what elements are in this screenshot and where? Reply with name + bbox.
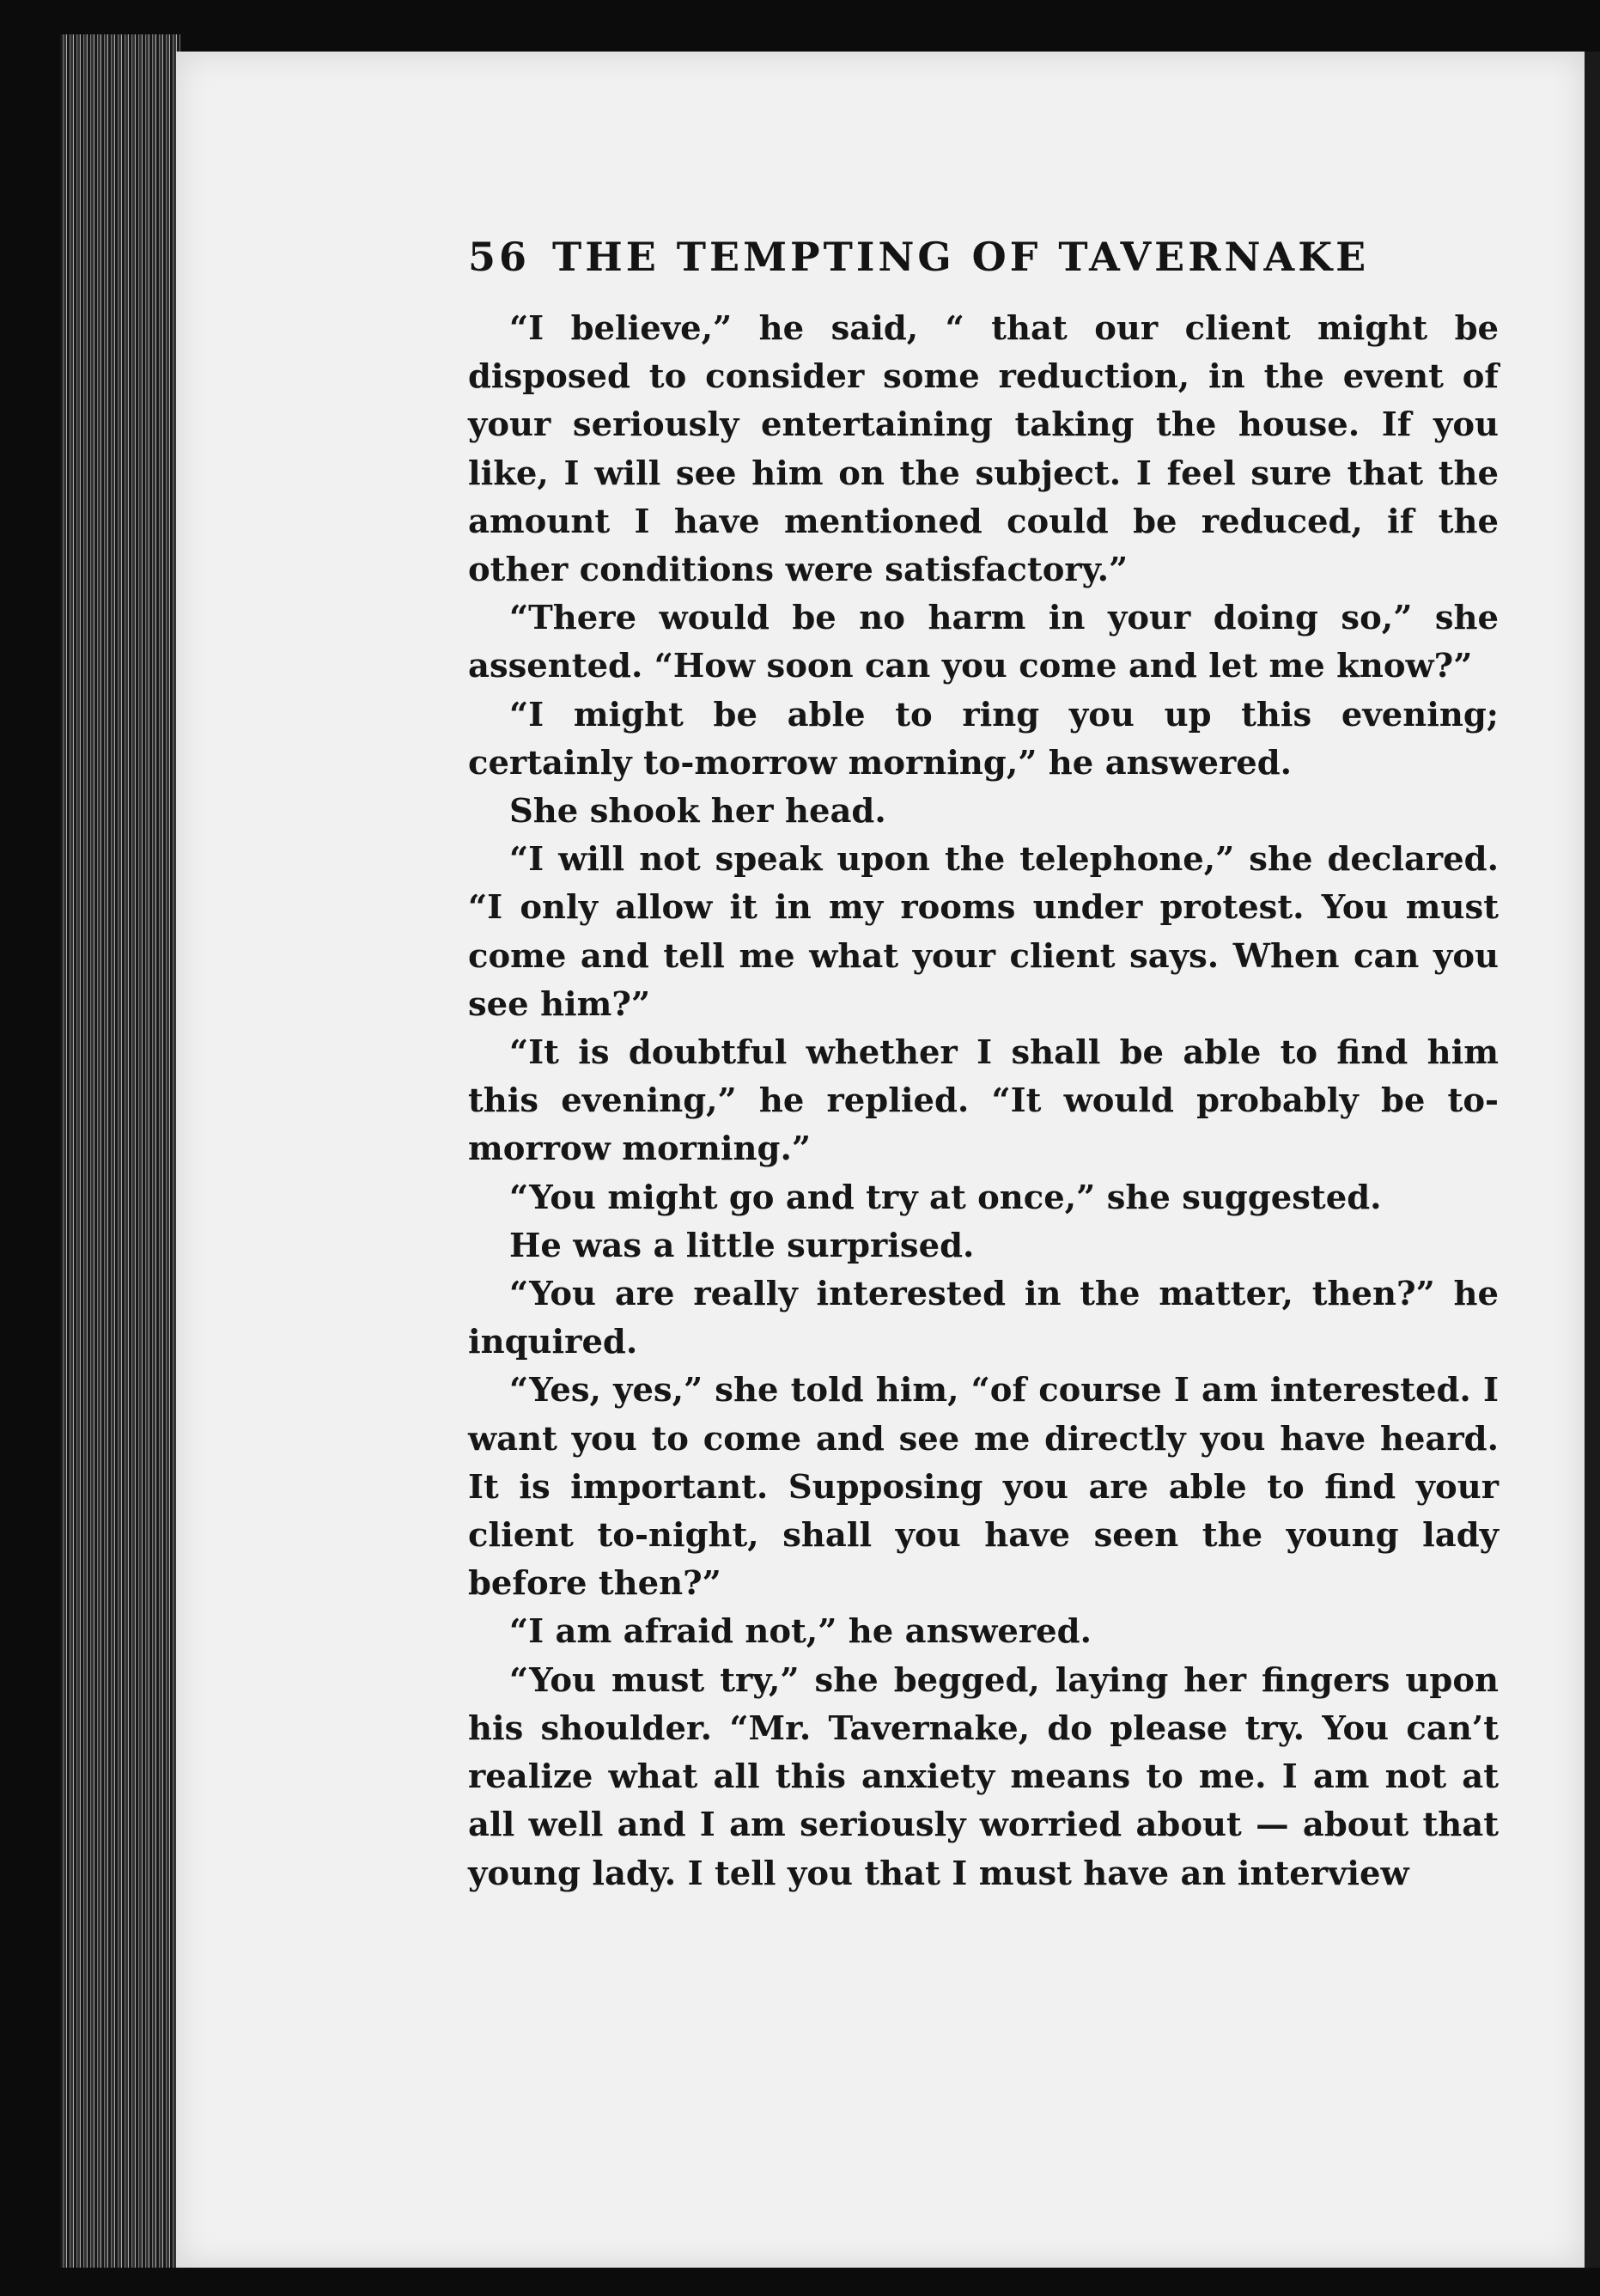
paragraph: She shook her head.: [509, 792, 886, 831]
paragraph: “You might go and try at once,” she suggested.: [509, 1178, 1382, 1217]
page-number: 56: [468, 234, 531, 280]
paragraph: “I might be able to ring you up this evening; certainly to-morrow morning,” he answered.: [468, 695, 1499, 783]
paragraph: “There would be no harm in your doing so,” she assented. “How soon can you come and let me know?”: [468, 599, 1499, 686]
body-text: [468, 305, 1499, 1898]
paragraph: He was a little surprised.: [509, 1226, 975, 1265]
paragraph: “I believe,” he said, “ that our client might be disposed to consider some reduction, in the event of your seriously entertaining taking the house. If you like, I will see him on the subject. I feel sure that the amount I have mentioned could be reduced, if the other conditions were satisfactory.”: [468, 309, 1499, 590]
paragraph: “Yes, yes,” she told him, “of course I am interested. I want you to come and see me directly you have heard. It is important. Supposing you are able to find your client to-night, shall you have seen the young lady before then?”: [468, 1371, 1499, 1604]
page-right-edge: [1585, 52, 1600, 2268]
book-title: THE TEMPTING OF TAVERNAKE: [552, 234, 1370, 280]
running-head: [468, 234, 1421, 294]
page-edges: [60, 34, 180, 2268]
paragraph: “I am afraid not,” he answered.: [509, 1612, 1092, 1652]
paragraph: “You are really interested in the matter, then?” he inquired.: [468, 1275, 1499, 1362]
paragraph: “You must try,” she begged, laying her fingers upon his shoulder. “Mr. Tavernake, do please try. You can’t realize what all this anxiety means to me. I am not at all well and I am seriously worried about — about that young lady. I tell you that I must have an interview: [468, 1660, 1499, 1893]
paragraph: “I will not speak upon the telephone,” she declared. “I only allow it in my rooms under protest. You must come and tell me what your client says. When can you see him?”: [468, 840, 1499, 1024]
paragraph: “It is doubtful whether I shall be able to find him this evening,” he replied. “It would probably be to-morrow morning.”: [468, 1033, 1499, 1169]
